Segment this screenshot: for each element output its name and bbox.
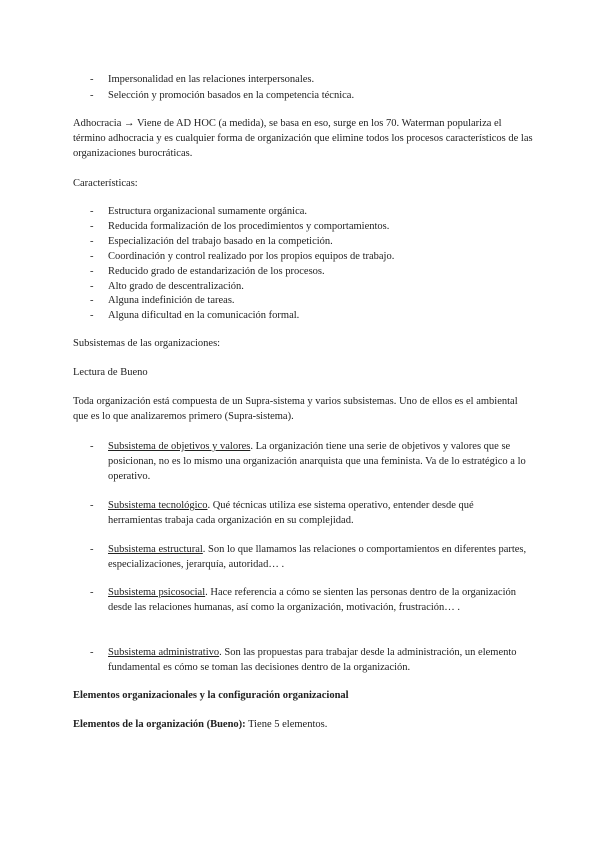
- subsistema-desc: . Qué técnicas utiliza ese sistema operativo, entender desde qué herramientas trabaja cada organización en su complejidad.: [108, 500, 474, 526]
- bullet-dash: -: [90, 206, 94, 217]
- bullet-dash: -: [90, 90, 94, 101]
- lectura-heading: Lectura de Bueno: [73, 367, 148, 378]
- list-item-text: Alto grado de descentralización.: [108, 281, 244, 292]
- adhocracia-text: Viene de AD HOC (a medida), se basa en eso, surge en los 70. Waterman populariza el término adhocracia y es cualquier forma de organización que elimine todos los procesos característicos de las organizaciones burocráticas.: [73, 118, 533, 159]
- list-item-text: [108, 585, 528, 615]
- list-item-text: Selección y promoción basados en la competencia técnica.: [108, 90, 355, 101]
- bullet-dash: -: [90, 295, 94, 306]
- adhocracia-term: Adhocracia: [73, 118, 122, 129]
- arrow-icon: →: [124, 118, 135, 129]
- subsistema-desc: . Son lo que llamamos las relaciones o comportamientos en diferentes partes, especializaciones, jerarquía, autoridad… .: [108, 544, 527, 570]
- subsistemas-heading: Subsistemas de las organizaciones:: [73, 338, 221, 349]
- elementos-org-bold: Elementos de la organización (Bueno):: [73, 719, 246, 730]
- list-item-text: Reducido grado de estandarización de los procesos.: [108, 266, 325, 277]
- subsistema-desc: . Son las propuestas para trabajar desde la administración, un elemento fundamental es cómo se toman las decisiones dentro de la organización.: [108, 647, 517, 673]
- bullet-dash: -: [90, 266, 94, 277]
- subsistema-title: Subsistema de objetivos y valores: [108, 441, 251, 452]
- elementos-paragraph: [73, 717, 533, 732]
- list-item-text: [108, 498, 528, 528]
- elementos-heading: Elementos organizacionales y la configuración organizacional: [73, 690, 349, 701]
- list-item-text: Reducida formalización de los procedimientos y comportamientos.: [108, 221, 390, 232]
- bullet-dash: -: [90, 647, 94, 658]
- subsistema-title: Subsistema tecnológico: [108, 500, 208, 511]
- list-item-text: Especialización del trabajo basado en la competición.: [108, 236, 333, 247]
- caracteristicas-heading: Características:: [73, 178, 138, 189]
- list-item-text: [108, 645, 528, 675]
- list-item-text: [108, 542, 528, 572]
- subsistema-title: Subsistema estructural: [108, 544, 203, 555]
- subsistema-desc: . La organización tiene una serie de objetivos y valores que se posicionan, no es lo mismo una organización anarquista que una feminista. Va de lo estratégico a lo operativo.: [108, 441, 526, 482]
- bullet-dash: -: [90, 500, 94, 511]
- bullet-dash: -: [90, 544, 94, 555]
- intro-paragraph: Toda organización está compuesta de un Supra-sistema y varios subsistemas. Uno de ellos es el ambiental que es lo que analizaremos primero (Supra-sistema).: [73, 396, 518, 422]
- list-item-text: Estructura organizacional sumamente orgánica.: [108, 206, 308, 217]
- list-item-text: Alguna dificultad en la comunicación formal.: [108, 310, 300, 321]
- subsistema-title: Subsistema psicosocial: [108, 587, 206, 598]
- list-item-text: Coordinación y control realizado por los propios equipos de trabajo.: [108, 251, 395, 262]
- bullet-dash: -: [90, 310, 94, 321]
- bullet-dash: -: [90, 221, 94, 232]
- subsistema-title: Subsistema administrativo: [108, 647, 220, 658]
- list-item-text: [108, 439, 528, 484]
- elementos-org-text: Tiene 5 elementos.: [245, 719, 328, 730]
- bullet-dash: -: [90, 441, 94, 452]
- bullet-dash: -: [90, 74, 94, 85]
- bullet-dash: -: [90, 587, 94, 598]
- list-item-text: Impersonalidad en las relaciones interpersonales.: [108, 74, 315, 85]
- list-item-text: Alguna indefinición de tareas.: [108, 295, 235, 306]
- bullet-dash: -: [90, 236, 94, 247]
- adhocracia-paragraph: [73, 116, 533, 161]
- subsistema-desc: . Hace referencia a cómo se sienten las personas dentro de la organización desde las relaciones humanas, así como la organización, motivación, frustración… .: [108, 587, 516, 613]
- bullet-dash: -: [90, 251, 94, 262]
- bullet-dash: -: [90, 281, 94, 292]
